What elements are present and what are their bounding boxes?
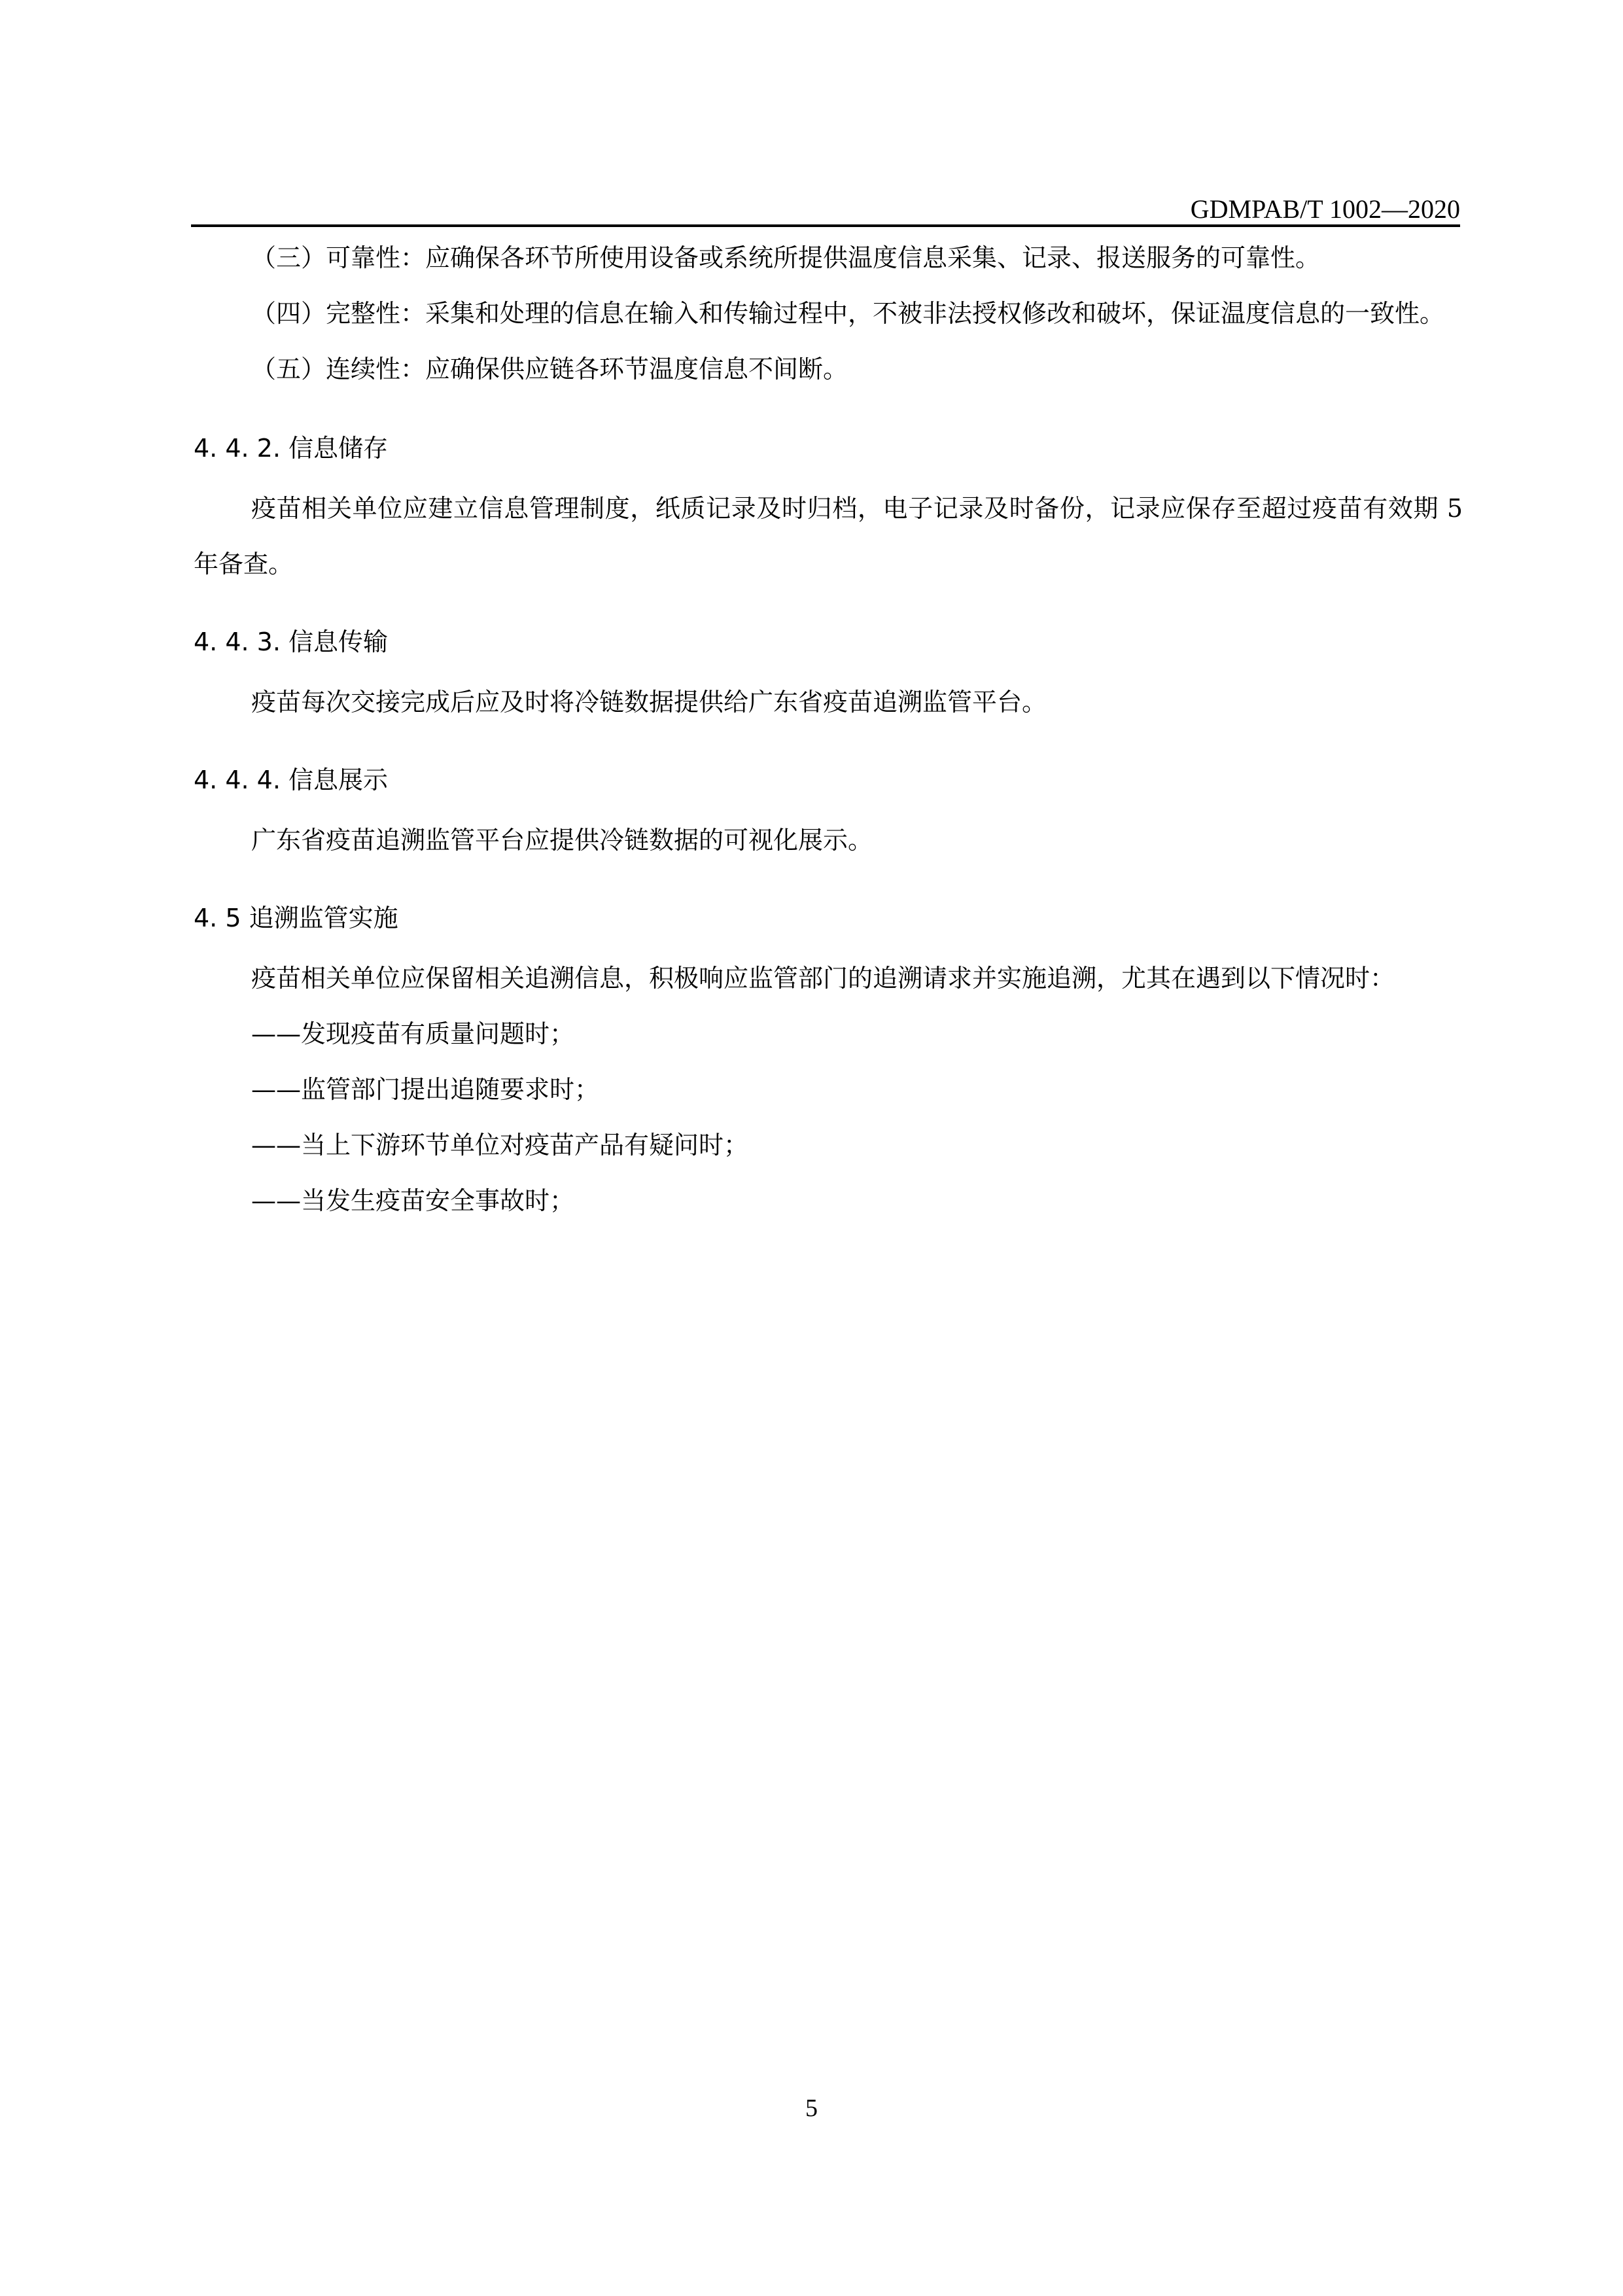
section-heading-info-transmission: 4. 4. 3. 信息传输 <box>194 627 389 656</box>
section-body-info-display: 广东省疫苗追溯监管平台应提供冷链数据的可视化展示。 <box>251 826 873 855</box>
paragraph-integrity: （四）完整性：采集和处理的信息在输入和传输过程中，不被非法授权修改和破坏，保证温度信息的一致性。 <box>251 299 1445 328</box>
section-heading-info-storage: 4. 4. 2. 信息储存 <box>194 434 389 463</box>
document-code: GDMPAB/T 1002—2020 <box>1190 194 1460 224</box>
list-item: ——监管部门提出追随要求时； <box>251 1075 600 1104</box>
list-item: ——当上下游环节单位对疫苗产品有疑问时； <box>251 1131 749 1159</box>
header-rule <box>191 224 1460 227</box>
page-number: 5 <box>805 2094 818 2122</box>
section-heading-info-display: 4. 4. 4. 信息展示 <box>194 766 389 794</box>
paragraph-reliability: （三）可靠性：应确保各环节所使用设备或系统所提供温度信息采集、记录、报送服务的可靠性。 <box>251 243 1321 272</box>
list-item: ——当发生疫苗安全事故时； <box>251 1186 575 1215</box>
page-body <box>194 230 1463 1229</box>
section-heading-traceability: 4. 5 追溯监管实施 <box>194 904 398 932</box>
section-body-info-transmission: 疫苗每次交接完成后应及时将冷链数据提供给广东省疫苗追溯监管平台。 <box>251 688 1047 716</box>
section-body-traceability: 疫苗相关单位应保留相关追溯信息，积极响应监管部门的追溯请求并实施追溯，尤其在遇到以下情况时： <box>251 964 1395 993</box>
section-body-info-storage: 疫苗相关单位应建立信息管理制度，纸质记录及时归档，电子记录及时备份，记录应保存至超过疫苗有效期 5 年备查。 <box>194 494 1463 578</box>
list-item: ——发现疫苗有质量问题时； <box>251 1019 575 1048</box>
paragraph-continuity: （五）连续性：应确保供应链各环节温度信息不间断。 <box>251 355 848 383</box>
